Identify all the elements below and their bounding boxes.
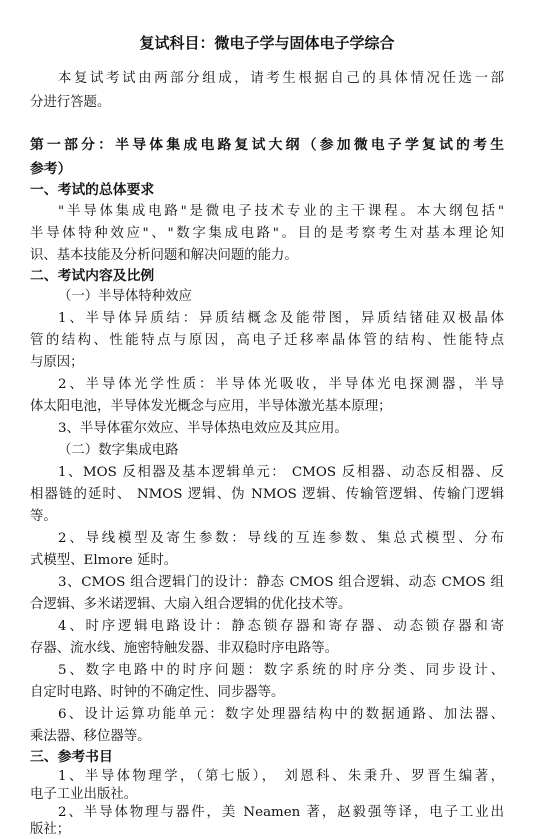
item-1-3: 3、半导体霍尔效应、半导体热电效应及其应用。 bbox=[58, 421, 348, 436]
item-1-1-line-3: 与原因； bbox=[30, 355, 84, 370]
reference-1-line-2: 电子工业出版社。 bbox=[30, 787, 138, 802]
requirements-line-3: 识、基本技能及分析问题和解决问题的能力。 bbox=[30, 248, 298, 263]
intro-line-1: 本复试考试由两部分组成，请考生根据自己的具体情况任选一部 bbox=[58, 71, 504, 86]
item-1-1-line-2: 管的结构、性能特点与原因，高电子迁移率晶体管的结构、性能特点 bbox=[30, 333, 504, 348]
item-2-5-line-1: 5、数字电路中的时序问题：数字系统的时序分类、同步设计、 bbox=[58, 663, 504, 678]
subsection-heading-1: （一）半导体特种效应 bbox=[58, 289, 192, 304]
item-2-1-line-2: 相器链的延时、 NMOS 逻辑、伪 NMOS 逻辑、传输管逻辑、传输门逻辑 bbox=[30, 487, 504, 502]
item-1-2-line-2: 体太阳电池，半导体发光概念与应用，半导体激光基本原理； bbox=[30, 399, 392, 414]
item-2-3-line-1: 3、CMOS 组合逻辑门的设计：静态 CMOS 组合逻辑、动态 CMOS 组 bbox=[58, 575, 504, 590]
item-2-3-line-2: 合逻辑、多米诺逻辑、大扇入组合逻辑的优化技术等。 bbox=[30, 597, 352, 612]
requirements-line-2: 半导体特种效应"、"数字集成电路"。目的是考察考生对基本理论知 bbox=[30, 226, 504, 241]
item-2-1-line-3: 等。 bbox=[30, 509, 57, 524]
item-1-1-line-1: 1、半导体异质结：异质结概念及能带图，异质结锗硅双极晶体 bbox=[58, 311, 504, 326]
part1-heading-line-1: 第一部分：半导体集成电路复试大纲（参加微电子学复试的考生 bbox=[30, 137, 504, 153]
item-2-5-line-2: 自定时电路、时钟的不确定性、同步器等。 bbox=[30, 685, 285, 700]
item-2-2-line-2: 式模型、Elmore 延时。 bbox=[30, 553, 178, 568]
item-2-1-line-1: 1、MOS 反相器及基本逻辑单元： CMOS 反相器、动态反相器、反 bbox=[58, 465, 504, 480]
document-title: 复试科目：微电子学与固体电子学综合 bbox=[139, 34, 395, 52]
item-2-6-line-1: 6、设计运算功能单元：数字处理器结构中的数据通路、加法器、 bbox=[58, 707, 504, 722]
reference-2-line-1: 2、半导体物理与器件，美 Neamen 著，赵毅强等译，电子工业出 bbox=[58, 805, 504, 820]
item-2-4-line-2: 存器、流水线、施密特触发器、非双稳时序电路等。 bbox=[30, 641, 338, 656]
item-2-6-line-2: 乘法器、移位器等。 bbox=[30, 729, 151, 744]
reference-1-line-1: 1、半导体物理学，（第七版）， 刘恩科、朱秉升、罗晋生编著， bbox=[58, 769, 504, 784]
reference-2-line-2: 版社； bbox=[30, 822, 71, 837]
section-heading-references: 三、参考书目 bbox=[30, 749, 113, 765]
subsection-heading-2: （二）数字集成电路 bbox=[58, 443, 179, 458]
section-heading-content: 二、考试内容及比例 bbox=[30, 268, 155, 284]
intro-line-2: 分进行答题。 bbox=[30, 95, 111, 110]
section-heading-requirements: 一、考试的总体要求 bbox=[30, 182, 155, 198]
item-1-2-line-1: 2、半导体光学性质：半导体光吸收，半导体光电探测器，半导 bbox=[58, 377, 504, 392]
item-2-2-line-1: 2、导线模型及寄生参数：导线的互连参数、集总式模型、分布 bbox=[58, 531, 504, 546]
part1-heading-line-2: 参考） bbox=[30, 161, 72, 177]
item-2-4-line-1: 4、时序逻辑电路设计：静态锁存器和寄存器、动态锁存器和寄 bbox=[58, 619, 504, 634]
requirements-line-1: "半导体集成电路"是微电子技术专业的主干课程。本大纲包括" bbox=[58, 204, 504, 219]
